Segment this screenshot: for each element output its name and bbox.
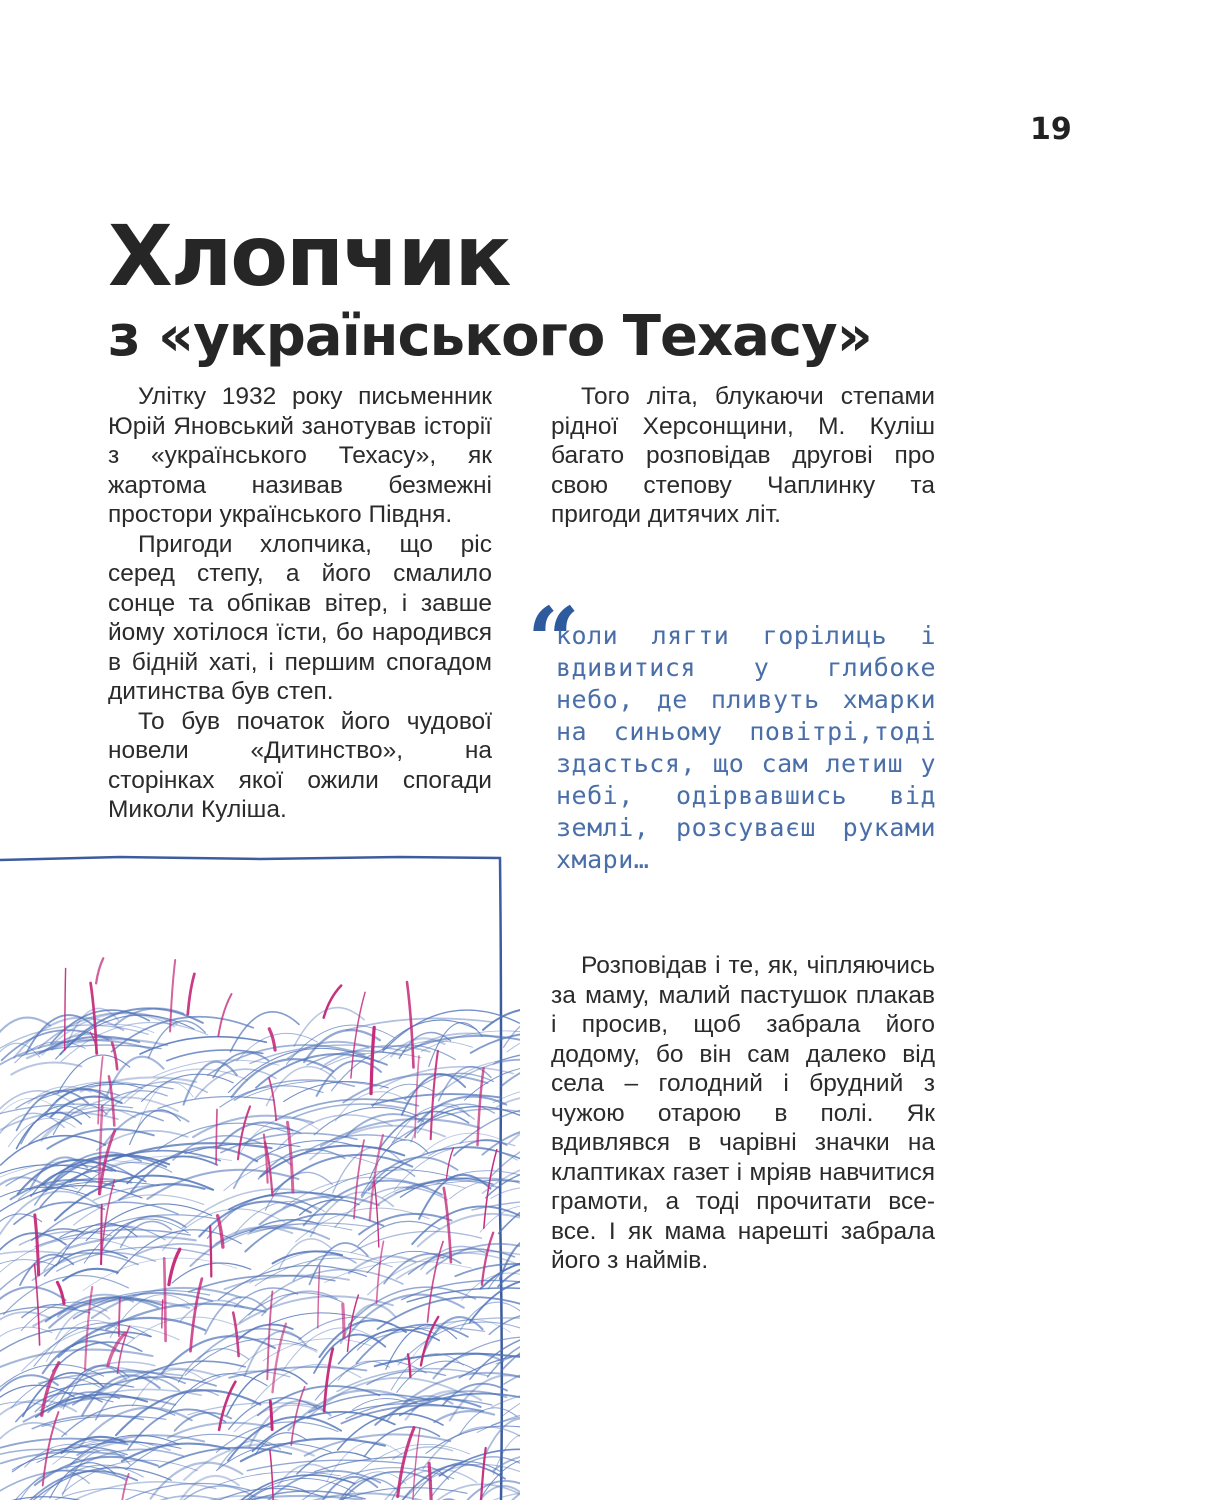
page-number: 19 [1030,112,1072,147]
title-line-2: з «українського Техасу» [108,304,872,369]
grass-stroke [470,1279,520,1323]
grass-stroke [321,1119,479,1146]
reed-stroke [447,1148,454,1178]
grass-stroke [0,1113,64,1158]
quote-mark-icon: “ [527,587,580,695]
reed-stroke [264,1135,268,1183]
reed-stroke [162,1300,163,1328]
grass-stroke [279,1239,332,1270]
grass-stroke [433,1059,520,1098]
grass-stroke [22,1488,168,1500]
reed-stroke [218,994,231,1036]
grass-stroke [418,1214,520,1247]
reed-stroke [351,992,365,1078]
grass-stroke [68,1482,215,1500]
reed-stroke [324,986,342,1018]
reed-stroke [398,1428,414,1497]
grass-stroke [232,1059,334,1097]
grass-stroke [382,1020,476,1049]
reed-stroke [270,1401,272,1430]
grass-stroke [42,1416,166,1426]
right-paragraph-1: Того літа, блукаючи степами рідної Херсонщини, М. Куліш багато розповідав другові про свою степову Чаплинку та пригоди дитячих літ. [551,383,935,528]
reed-stroke [119,1298,120,1336]
left-paragraph-3: То був початок його чудової новели «Дитинство», на сторінках якої ожили спогади Миколи Куліша. [108,707,492,823]
reed-stroke [96,958,103,983]
right-paragraph-2: Розповідав і те, як, чіпляючись за маму, малий пастушок плакав і просив, щоб забрала його додому, бо він сам далеко від села – голодний і брудний з чужою отарою в полі. Як вдивлявся в чарівні значки на клаптиках газет і мріяв навчитися грамоти, а тоді прочитати все-все. І як мама нарешті забрала його з наймів. [551,952,935,1274]
grass-stroke [0,1327,52,1345]
grass-stroke [261,1146,405,1177]
grass-stroke [358,1221,440,1245]
reed-stroke [188,974,195,1014]
reed-stroke [57,1282,64,1303]
right-text-column-top [551,382,935,530]
left-text-column [108,382,492,825]
right-text-column-bottom [551,951,935,1276]
grass-stroke [74,1195,204,1225]
grass-stroke [434,1411,494,1422]
reed-stroke [415,1056,419,1138]
reed-stroke [169,1249,180,1284]
grass-stroke [489,1312,520,1334]
grass-stroke [134,1496,223,1500]
grass-stroke [509,1117,520,1143]
grass-stroke [104,1111,189,1145]
reed-stroke [377,1241,384,1303]
page-title [108,207,872,372]
grass-strokes [0,1008,520,1500]
reed-stroke [238,1107,250,1160]
reed-stroke [354,1140,364,1218]
grass-stroke [450,1375,520,1420]
reed-stroke [429,1463,432,1500]
reed-stroke [210,1226,211,1276]
steppe-grass-illustration [0,848,520,1500]
reed-stroke [269,1029,275,1050]
pull-quote: коли лягти горілиць і вдивитися у глибоке небо, де пливуть хмарки на синьому повітрі,тоді здасться, що сам летиш у небі, одірвавшись від землі, розсуваєш руками хмари… [556,621,936,874]
grass-stroke [121,1221,172,1247]
reed-stroke [65,969,66,1051]
reed-stroke [270,1450,273,1500]
grass-stroke [294,1008,364,1047]
grass-stroke [158,1097,274,1109]
grass-stroke [346,1018,494,1030]
reed-stroke [412,1428,420,1500]
title-line-1: Хлопчик [108,207,510,305]
left-paragraph-1: Улітку 1932 року письменник Юрій Яновський занотував історії з «українського Техасу», як жартома називав безмежні простори українського Півдня. [108,383,492,528]
reed-stroke [216,1110,217,1164]
reed-stroke [101,1205,102,1265]
grass-stroke [262,1291,337,1315]
reed-stroke [164,1258,165,1341]
reed-stroke [371,1027,374,1093]
left-paragraph-2: Пригоди хлопчика, що ріс серед степу, а його смалило сонце та обпікав вітер, і завше йому хотілося їсти, бо народився в бідній хаті, і першим спогадом дитинства був степ. [108,530,492,705]
reed-stroke [343,1304,344,1337]
grass-stroke [57,1247,209,1271]
